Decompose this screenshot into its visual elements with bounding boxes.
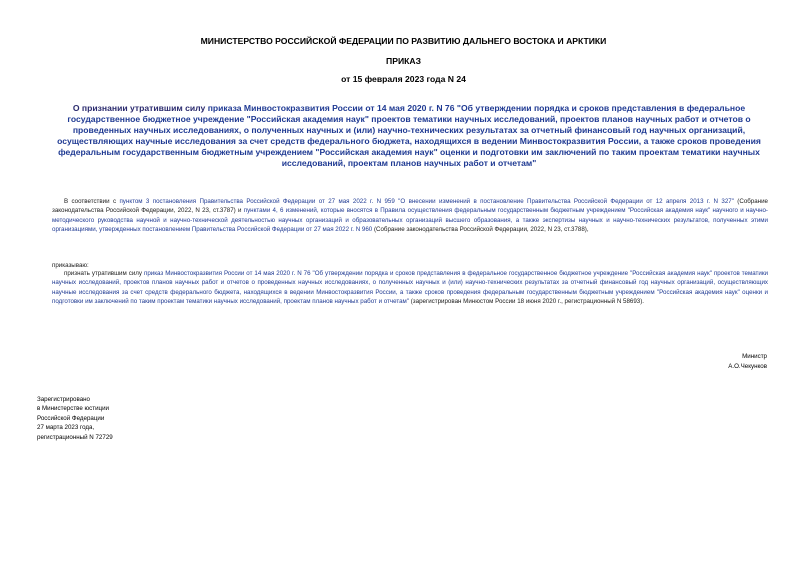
- order-word: приказываю:: [52, 262, 89, 269]
- title-prefix: О признании утратившим силу: [72, 103, 208, 113]
- document-date: от 15 февраля 2023 года N 24: [341, 74, 466, 84]
- registration-line: регистрационный N 72729: [37, 433, 113, 441]
- order-end: (зарегистрирован Минюстом России 18 июня 2020 г., регистрационный N 58693).: [409, 298, 645, 306]
- decree-960-link[interactable]: пунктами 4, 6 изменений, которые вносятся в Правила осуществления федеральным государственным бюджетным учреждением "Российская академия наук" научного и научно-методического руководства научной и научно-технической деятельностью научных организаций и образовательных организаций высшего образования, а также экспертизы научных и научно-технических результатов, полученных этими организациями, утвержденных постановлением Правительства Российской Федерации от 27 мая 2022 г. N 960: [52, 207, 768, 234]
- decree-959-link[interactable]: пунктом 3 постановления Правительства Российской Федерации от 27 мая 2022 г. N 959 "О внесении изменений в постановление Правительства Российской Федерации от 12 апреля 2013 г. N 327": [119, 198, 734, 205]
- signer-position: Министр: [742, 353, 767, 360]
- registration-line: Российской Федерации: [37, 414, 105, 422]
- registration-line: 27 марта 2023 года,: [37, 424, 95, 432]
- document-type: ПРИКАЗ: [386, 56, 421, 66]
- preamble-end: (Собрание законодательства Российской Федерации, 2022, N 23, ст.3788),: [372, 226, 589, 234]
- registration-line: в Министерстве юстиции: [37, 405, 110, 413]
- preamble-mid: (Собрание законодательства Российской Федерации, 2022, N 23, ст.3787) и: [52, 198, 768, 215]
- preamble-start: В соответствии с: [64, 198, 120, 205]
- ministry-name: МИНИСТЕРСТВО РОССИЙСКОЙ ФЕДЕРАЦИИ ПО РАЗВИТИЮ ДАЛЬНЕГО ВОСТОКА И АРКТИКИ: [200, 36, 607, 46]
- order-start: признать утратившим силу: [64, 270, 144, 277]
- registration-block: [37, 395, 113, 442]
- signer-name: А.О.Чекунков: [728, 363, 767, 370]
- preamble-paragraph: [52, 197, 768, 235]
- order-paragraph: [52, 269, 768, 307]
- order-76-link[interactable]: приказ Минвостокразвития России от 14 мая 2020 г. N 76 "Об утверждении порядка и сроков представления в федеральное государственное бюджетное учреждение "Российская академия наук" проектов тематики научных исследований, проектов планов научных работ и отчетов о проведенных научных исследованиях, о полученных научных и (или) научно-технических результатах за отчетный финансовый год научных организаций, осуществляющих научные исследования за счет средств федерального бюджета, находящихся в ведении Минвостокразвития России, а также сроков проведения федеральным государственным бюджетным учреждением "Российская академия наук" оценки и подготовки им заключений по таким проектам тематики научных исследований, проектам планов научных работ и отчетам": [52, 270, 769, 306]
- document-title: [52, 103, 766, 169]
- signature-block: [728, 352, 767, 372]
- title-link[interactable]: приказа Минвостокразвития России от 14 мая 2020 г. N 76 "Об утверждении порядка и сроков представления в федеральное государственное бюджетное учреждение "Российская академия наук" проектов тематики научных исследований, проектов планов научных работ и отчетов о проведенных научных исследованиях, о полученных научных и (или) научно-технических результатах за отчетный финансовый год научных организаций, осуществляющих научные исследования за счет средств федерального бюджета, находящихся в ведении Минвостокразвития России, а также сроков проведения федеральным государственным бюджетным учреждением "Российская академия наук" оценки и подготовки им заключений по таким проектам тематики научных исследований, проектам планов научных работ и отчетам": [57, 103, 761, 168]
- registration-line: Зарегистрировано: [37, 396, 90, 403]
